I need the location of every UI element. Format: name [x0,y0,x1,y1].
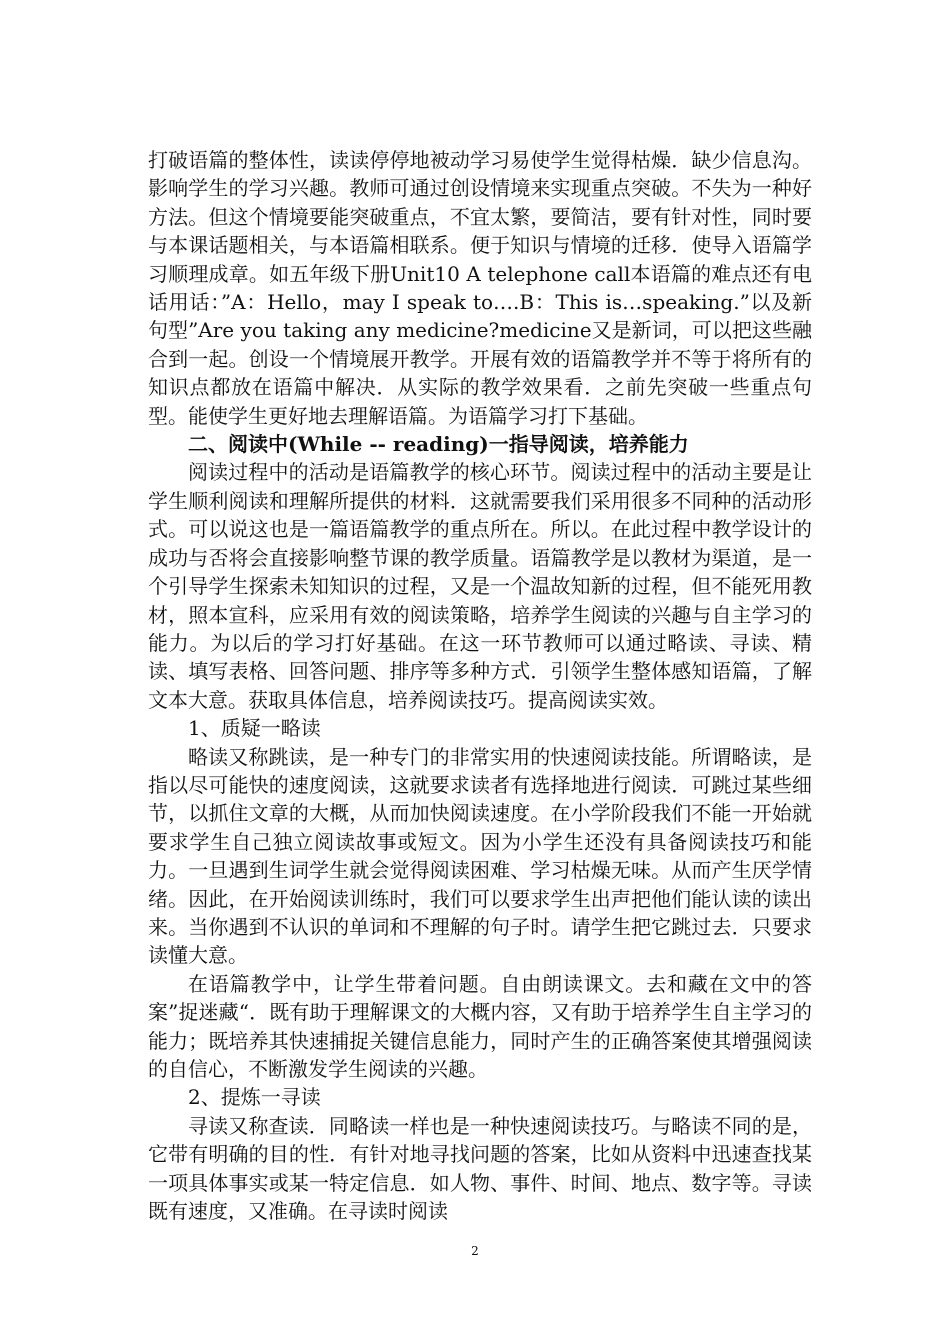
paragraph-reading-activities: 阅读过程中的活动是语篇教学的核心环节。阅读过程中的活动主要是让学生顺利阅读和理解所提供的材料．这就需要我们采用很多不同种的活动形式。可以说这也是一篇语篇教学的重点所在。所以。在此过程中教学设计的成功与否将会直接影响整节课的教学质量。语篇教学是以教材为渠道，是一个引导学生探索未知知识的过程，又是一个温故知新的过程，但不能死用教材，照本宣科，应采用有效的阅读策略，培养学生阅读的兴趣与自主学习的能力。为以后的学习打好基础。在这一环节教师可以通过略读、寻读、精读、填写表格、回答问题、排序等多种方式．引领学生整体感知语篇，了解文本大意。获取具体信息，培养阅读技巧。提高阅读实效。 [148,460,812,712]
paragraph-questions: 在语篇教学中，让学生带着问题。自由朗读课文。去和藏在文中的答案”捉迷藏“．既有助于理解课文的大概内容，又有助于培养学生自主学习的能力；既培养其快速捕捉关键信息能力，同时产生的正确答案使其增强阅读的自信心，不断激发学生阅读的兴趣。 [148,971,812,1081]
paragraph-skimming: 略读又称跳读，是一种专门的非常实用的快速阅读技能。所谓略读，是指以尽可能快的速度阅读，这就要求读者有选择地进行阅读．可跳过某些细节，以抓住文章的大概，从而加快阅读速度。在小学阶段我们不能一开始就要求学生自己独立阅读故事或短文。因为小学生还没有具备阅读技巧和能力。一旦遇到生词学生就会觉得阅读困难、学习枯燥无味。从而产生厌学情绪。因此，在开始阅读训练时，我们可以要求学生出声把他们能认读的读出来。当你遇到不认识的单词和不理解的句子时。请学生把它跳过去．只要求读懂大意。 [148,744,812,968]
document-body [148,146,812,1225]
page-number: 2 [471,1244,479,1258]
subheading-skimming: 1、质疑一略读 [188,716,321,741]
subheading-scanning: 2、提炼一寻读 [188,1085,321,1110]
paragraph-intro-continuation: 打破语篇的整体性，读读停停地被动学习易使学生觉得枯燥．缺少信息沟。影响学生的学习兴趣。教师可通过创设情境来实现重点突破。不失为一种好方法。但这个情境要能突破重点，不宜太繁，要简洁，要有针对性，同时要与本课话题相关，与本语篇相联系。便于知识与情境的迁移．使导入语篇学习顺理成章。如五年级下册Unit10 A telephone call本语篇的难点还有电话用话：”A：Hello，may I speak to….B：This is…speaking.”以及新句型”Are you taking any medicine?medicine又是新词，可以把这些融合到一起。创设一个情境展开教学。开展有效的语篇教学并不等于将所有的知识点都放在语篇中解决．从实际的教学效果看．之前先突破一些重点句型。能使学生更好地去理解语篇。为语篇学习打下基础。 [148,148,812,428]
section-heading-while-reading: 二、阅读中(While -- reading)一指导阅读，培养能力 [188,432,689,457]
paragraph-scanning: 寻读又称查读．同略读一样也是一种快速阅读技巧。与略读不同的是，它带有明确的目的性．有针对地寻找问题的答案，比如从资料中迅速查找某一项具体事实或某一特定信息．如人物、事件、时间、地点、数字等。寻读既有速度，又准确。在寻读时阅读 [148,1113,812,1224]
